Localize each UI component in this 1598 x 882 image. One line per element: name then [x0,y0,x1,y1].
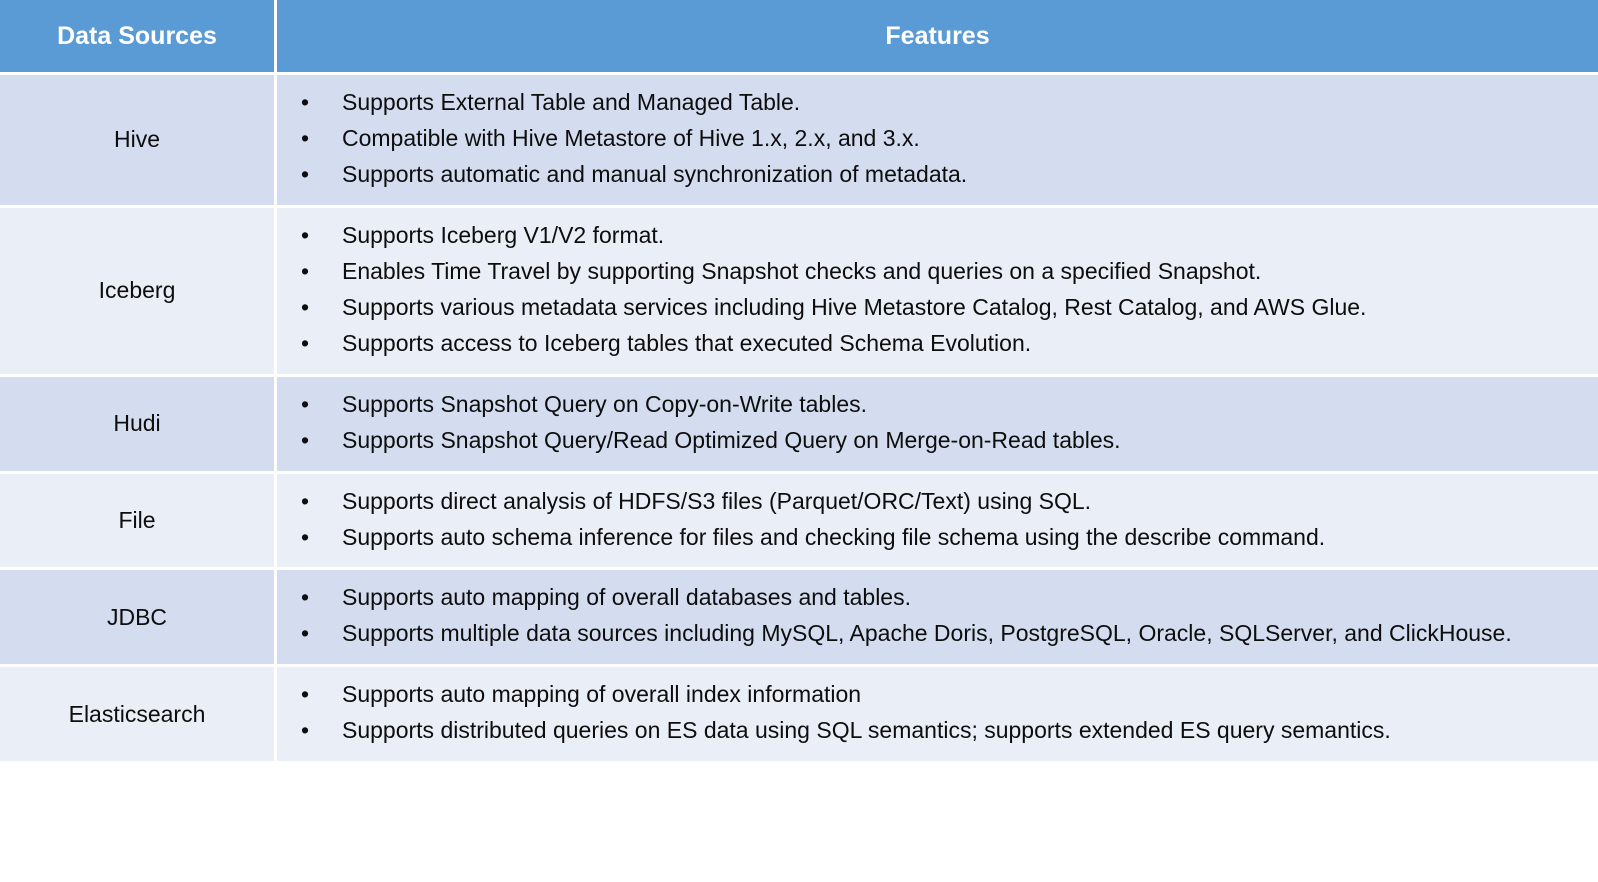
feature-list-item [295,326,1580,361]
cell-data-source: JDBC [0,570,277,667]
cell-features [277,377,1598,474]
feature-list [295,85,1580,192]
cell-data-source: Elasticsearch [0,667,277,764]
cell-data-source: Hudi [0,377,277,474]
feature-text: Supports distributed queries on ES data using SQL semantics; supports extended ES query semantics. [342,717,1391,744]
cell-features [277,474,1598,571]
feature-list [295,387,1580,458]
feature-list-item [295,713,1580,748]
feature-list-item [295,520,1580,555]
feature-list-item [295,290,1580,325]
cell-features [277,75,1598,208]
table-row [0,667,1598,764]
table-row [0,474,1598,571]
feature-text: Supports direct analysis of HDFS/S3 files (Parquet/ORC/Text) using SQL. [342,487,1092,514]
feature-text: Supports auto mapping of overall index information [342,681,862,708]
bullet-icon: • [301,293,310,320]
feature-list [295,484,1580,555]
feature-list-item [295,423,1580,458]
bullet-icon: • [301,620,310,647]
feature-list-item [295,121,1580,156]
bullet-icon: • [301,390,310,417]
feature-list-item [295,157,1580,192]
feature-list-item [295,677,1580,712]
feature-list-item [295,254,1580,289]
bullet-icon: • [301,124,310,151]
table-row [0,377,1598,474]
bullet-icon: • [301,329,310,356]
table-row [0,570,1598,667]
feature-text: Supports Snapshot Query/Read Optimized Query on Merge-on-Read tables. [342,426,1121,453]
cell-data-source: File [0,474,277,571]
feature-text: Supports auto mapping of overall databases and tables. [342,584,911,611]
feature-text: Supports multiple data sources including MySQL, Apache Doris, PostgreSQL, Oracle, SQLServer, and ClickHouse. [342,620,1512,647]
bullet-icon: • [301,160,310,187]
feature-text: Supports auto schema inference for files and checking file schema using the describe command. [342,523,1326,550]
cell-features [277,208,1598,377]
cell-features [277,667,1598,764]
feature-text: Supports External Table and Managed Table. [342,89,801,115]
column-header-features: Features [277,0,1598,75]
feature-list-item [295,484,1580,519]
feature-text: Enables Time Travel by supporting Snapshot checks and queries on a specified Snapshot. [342,257,1262,284]
bullet-icon: • [301,717,310,744]
feature-list [295,677,1580,748]
table-header [0,0,1598,75]
feature-list-item [295,387,1580,422]
cell-data-source: Iceberg [0,208,277,377]
table-row [0,75,1598,208]
feature-list-item [295,580,1580,615]
bullet-icon: • [301,89,310,115]
feature-text: Supports automatic and manual synchronization of metadata. [342,160,968,187]
bullet-icon: • [301,584,310,611]
feature-list [295,580,1580,651]
bullet-icon: • [301,523,310,550]
column-header-data-sources: Data Sources [0,0,277,75]
bullet-icon: • [301,257,310,284]
feature-text: Compatible with Hive Metastore of Hive 1.x, 2.x, and 3.x. [342,124,920,151]
bullet-icon: • [301,681,310,708]
feature-text: Supports various metadata services including Hive Metastore Catalog, Rest Catalog, and AWS Glue. [342,293,1367,320]
feature-list-item [295,218,1580,253]
feature-text: Supports Snapshot Query on Copy-on-Write tables. [342,390,868,417]
feature-text: Supports Iceberg V1/V2 format. [342,221,665,248]
cell-data-source: Hive [0,75,277,208]
cell-features [277,570,1598,667]
feature-list [295,218,1580,361]
bullet-icon: • [301,426,310,453]
table-header-row [0,0,1598,75]
bullet-icon: • [301,487,310,514]
feature-list-item [295,616,1580,651]
feature-list-item [295,85,1580,120]
feature-text: Supports access to Iceberg tables that executed Schema Evolution. [342,329,1032,356]
bullet-icon: • [301,221,310,248]
table-row [0,208,1598,377]
table-body [0,75,1598,764]
